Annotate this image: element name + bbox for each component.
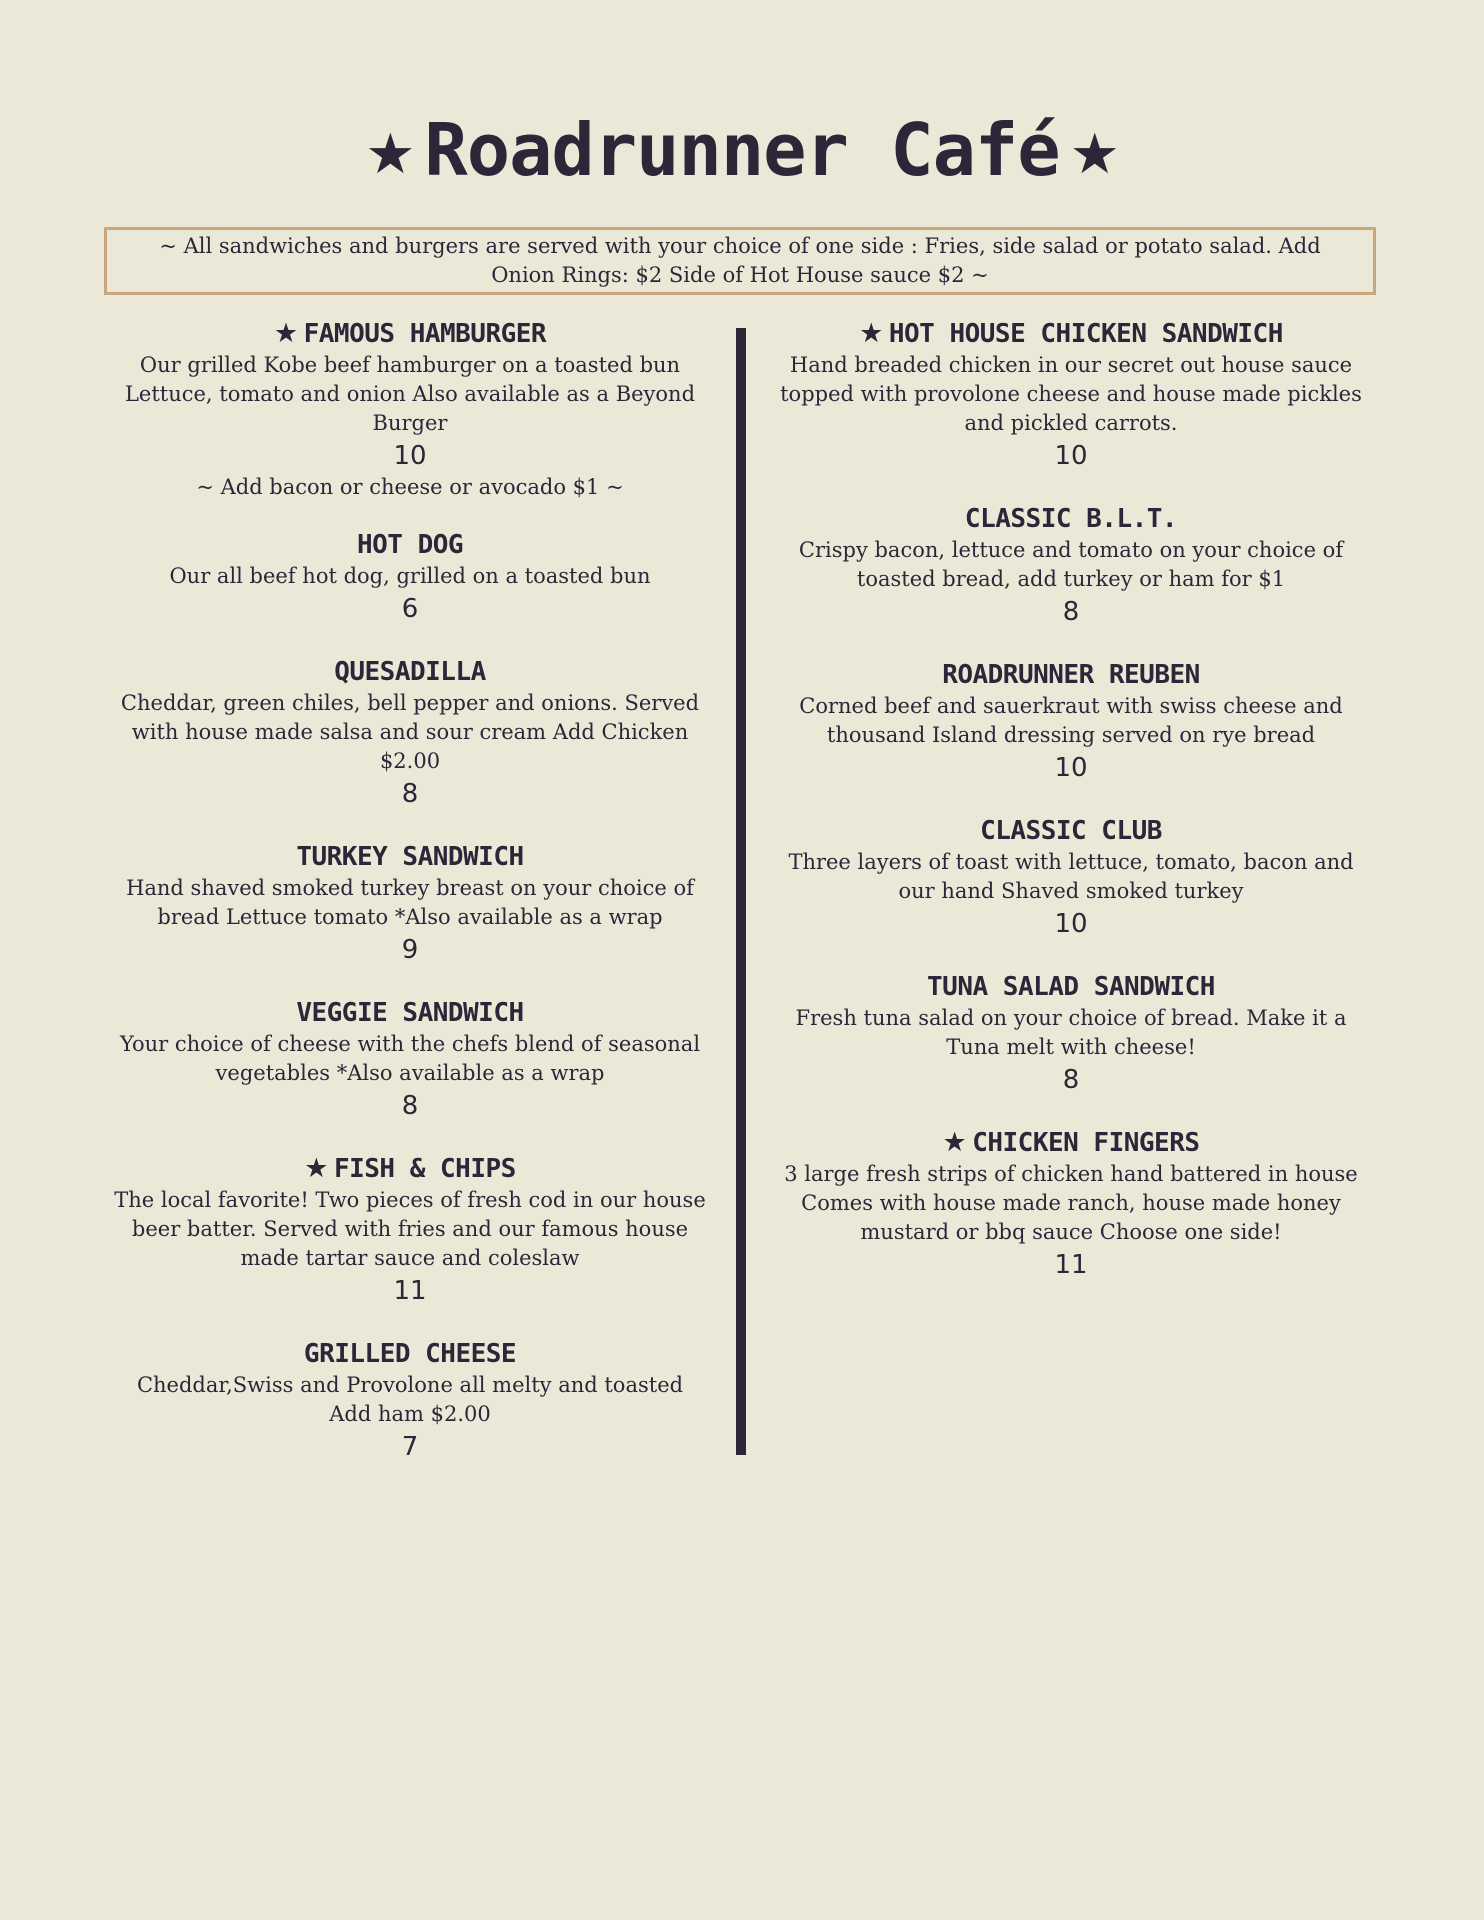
- menu-item-name: [110, 996, 710, 1030]
- menu-item-description: Three layers of toast with lettuce, tomato, bacon and our hand Shaved smoked turkey: [788, 850, 1354, 903]
- menu-item-price: 10: [1054, 441, 1088, 471]
- menu-item-name-text: CHICKEN FINGERS: [972, 1128, 1200, 1158]
- menu-item-name-text: HOT DOG: [356, 530, 464, 560]
- star-icon: ★: [859, 318, 883, 349]
- menu-item-famous-hamburger: [110, 317, 710, 500]
- menu-item-description: Your choice of cheese with the chefs blend of seasonal vegetables *Also available as a wrap: [119, 1032, 701, 1085]
- menu-item-description: Our grilled Kobe beef hamburger on a toasted bun Lettuce, tomato and onion Also available as a Beyond Burger: [124, 353, 696, 435]
- star-icon: ★: [1069, 122, 1119, 188]
- sides-notice: [104, 227, 1376, 295]
- menu-item-name-text: FISH & CHIPS: [333, 1154, 516, 1184]
- menu-item-description: 3 large fresh strips of chicken hand battered in house Comes with house made ranch, house made honey mustard or bbq sauce Choose one side!: [784, 1162, 1358, 1244]
- menu-item-price: 10: [1054, 753, 1088, 783]
- menu-item-name: [771, 814, 1371, 848]
- menu-item-name: [110, 317, 710, 351]
- menu-item-name: [110, 655, 710, 689]
- menu-item-name-text: QUESADILLA: [334, 657, 486, 687]
- menu-column-left: [110, 317, 710, 1493]
- menu-item-chicken-fingers: [771, 1126, 1371, 1283]
- menu-item-name: [771, 970, 1371, 1004]
- menu-item-name-text: TUNA SALAD SANDWICH: [927, 972, 1215, 1002]
- menu-item-description: Crispy bacon, lettuce and tomato on your choice of toasted bread, add turkey or ham for $1: [798, 538, 1344, 591]
- sides-notice-text: ~ All sandwiches and burgers are served with your choice of one side : Fries, side salad or potato salad. Add Onion Rings: $2 Side of Hot House sauce $2 ~: [159, 234, 1321, 287]
- menu-item-name: [110, 1152, 710, 1186]
- menu-item-price: 6: [401, 594, 419, 624]
- menu-item-price: 10: [393, 441, 427, 471]
- menu-item-quesadilla: [110, 655, 710, 812]
- menu-item-name: [110, 840, 710, 874]
- menu-item-description: The local favorite! Two pieces of fresh cod in our house beer batter. Served with fries and our famous house made tartar sauce and coleslaw: [114, 1188, 706, 1270]
- menu-item-description: Cheddar, green chiles, bell pepper and onions. Served with house made salsa and sour cream Add Chicken $2.00: [120, 691, 700, 773]
- menu-item-price: 11: [1054, 1250, 1088, 1280]
- restaurant-name: Roadrunner Café: [424, 108, 1060, 192]
- menu-item-description: Cheddar,Swiss and Provolone all melty and toasted Add ham $2.00: [136, 1373, 684, 1426]
- menu-item-price: 7: [401, 1432, 419, 1462]
- menu-item-name: [771, 658, 1371, 692]
- star-icon: ★: [304, 1153, 328, 1184]
- menu-item-price: 8: [1062, 597, 1080, 627]
- menu-item-veggie-sandwich: [110, 996, 710, 1124]
- menu-item-turkey-sandwich: [110, 840, 710, 968]
- menu-item-name-text: GRILLED CHEESE: [303, 1339, 517, 1369]
- menu-item-classic-club: [771, 814, 1371, 942]
- column-divider: [736, 328, 746, 1455]
- menu-item-name-text: CLASSIC B.L.T.: [964, 504, 1178, 534]
- menu-item-name: [110, 528, 710, 562]
- menu-item-name-text: HOT HOUSE CHICKEN SANDWICH: [888, 319, 1283, 349]
- menu-item-name-text: VEGGIE SANDWICH: [296, 998, 524, 1028]
- menu-item-description: Hand shaved smoked turkey breast on your choice of bread Lettuce tomato *Also available as a wrap: [126, 876, 694, 929]
- menu-item-description: Hand breaded chicken in our secret out house sauce topped with provolone cheese and house made pickles and pickled carrots.: [780, 353, 1362, 435]
- page-title: [0, 105, 1484, 200]
- menu-item-price: 10: [1054, 909, 1088, 939]
- menu-item-hot-house-chicken-sandwich: [771, 317, 1371, 474]
- menu-column-right: [771, 317, 1371, 1311]
- menu-item-classic-b-l-t: [771, 502, 1371, 630]
- menu-item-price: 8: [1062, 1065, 1080, 1095]
- menu-item-fish-chips: [110, 1152, 710, 1309]
- menu-item-price: 8: [401, 779, 419, 809]
- menu-item-name-text: FAMOUS HAMBURGER: [303, 319, 547, 349]
- menu-item-description: Our all beef hot dog, grilled on a toasted bun: [169, 564, 651, 588]
- menu-item-addon: ~ Add bacon or cheese or avocado $1 ~: [196, 475, 624, 499]
- menu-item-price: 8: [401, 1091, 419, 1121]
- star-icon: ★: [365, 122, 415, 188]
- menu-item-name: [771, 317, 1371, 351]
- menu-item-name-text: CLASSIC CLUB: [980, 816, 1162, 846]
- menu-item-tuna-salad-sandwich: [771, 970, 1371, 1098]
- menu-item-price: 11: [393, 1276, 427, 1306]
- star-icon: ★: [942, 1127, 967, 1158]
- menu-item-name: [110, 1337, 710, 1371]
- menu-item-price: 9: [401, 935, 419, 965]
- menu-item-name-text: TURKEY SANDWICH: [296, 842, 524, 872]
- menu-item-description: Fresh tuna salad on your choice of bread. Make it a Tuna melt with cheese!: [795, 1006, 1347, 1059]
- menu-item-name: [771, 502, 1371, 536]
- menu-item-description: Corned beef and sauerkraut with swiss cheese and thousand Island dressing served on rye bread: [799, 694, 1343, 747]
- menu-item-hot-dog: [110, 528, 710, 627]
- menu-item-name: [771, 1126, 1371, 1160]
- star-icon: ★: [273, 318, 298, 349]
- menu-item-name-text: ROADRUNNER REUBEN: [942, 660, 1200, 690]
- menu-item-grilled-cheese: [110, 1337, 710, 1465]
- menu-item-roadrunner-reuben: [771, 658, 1371, 786]
